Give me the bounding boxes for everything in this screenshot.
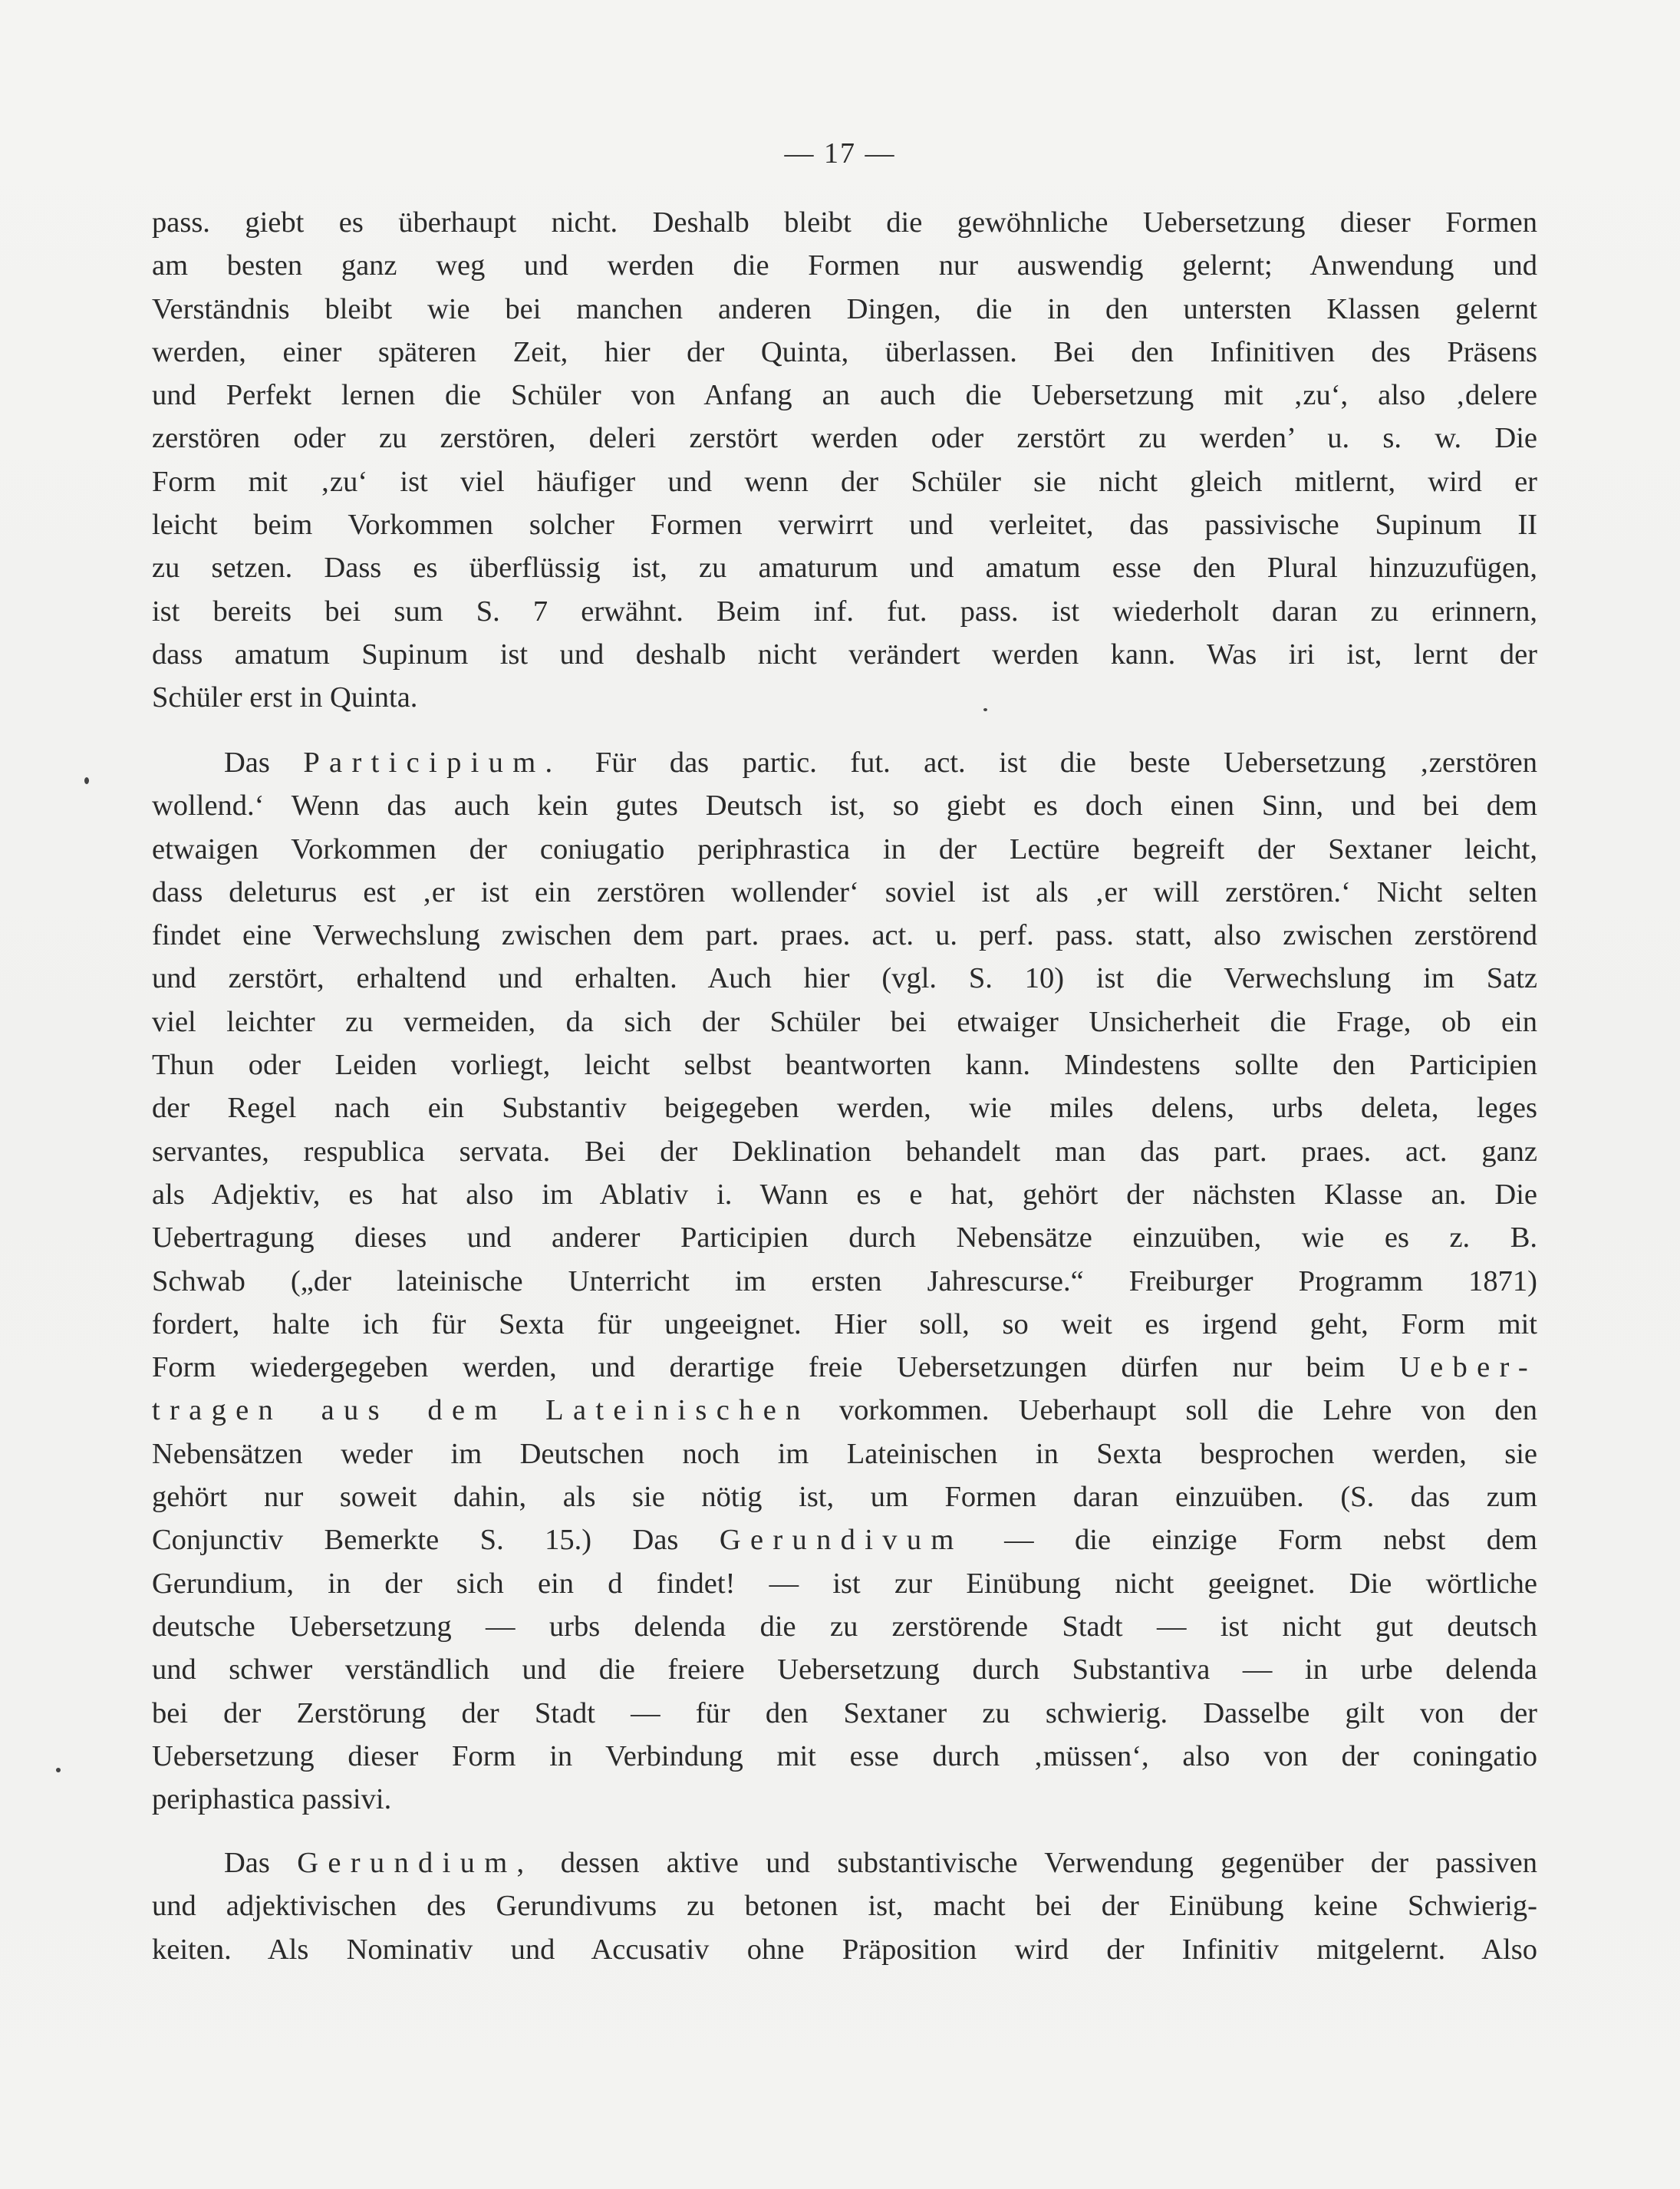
- text-line: Schwab („der lateinische Unterricht im ersten Jahrescurse.“ Freiburger Programm 1871): [152, 1264, 1537, 1297]
- text-line: bei der Zerstörung der Stadt — für den Sextaner zu schwierig. Dasselbe gilt von der: [152, 1696, 1537, 1729]
- text-line: etwaigen Vorkommen der coniugatio periphrastica in der Lectüre begreift der Sextaner leicht,: [152, 832, 1537, 865]
- gerundivum-rest: — die einzige Form nebst dem: [963, 1524, 1537, 1557]
- text-line: und schwer verständlich und die freiere Uebersetzung durch Substantiva — in urbe delenda: [152, 1653, 1537, 1686]
- scan-speck: [983, 708, 987, 711]
- text-line: Thun oder Leiden vorliegt, leicht selbst beantworten kann. Mindestens sollte den Participien: [152, 1049, 1537, 1082]
- ueber-prefix: Form wiedergegeben werden, und derartige freie Uebersetzungen dürfen nur beim: [152, 1351, 1399, 1384]
- spaced-term: Gerundivum: [719, 1524, 964, 1557]
- text-line: ist bereits bei sum S. 7 erwähnt. Beim inf. fut. pass. ist wiederholt daran zu erinnern,: [152, 595, 1537, 628]
- paragraph-2: [152, 741, 1537, 1821]
- text-line: wollend.‘ Wenn das auch kein gutes Deutsch ist, so giebt es doch einen Sinn, und bei dem: [152, 790, 1537, 823]
- text-line: servantes, respublica servata. Bei der Deklination behandelt man das part. praes. act. ganz: [152, 1135, 1537, 1168]
- text-line: als Adjektiv, es hat also im Ablativ i. Wann es e hat, gehört der nächsten Klasse an. Die: [152, 1178, 1537, 1211]
- spaced-term: tragen aus dem Lateinischen: [152, 1394, 810, 1427]
- lead-prefix: Das: [224, 747, 304, 779]
- scan-speck: [56, 1768, 61, 1772]
- lead-rest: Für das partic. fut. act. ist die beste Uebersetzung ‚zerstören: [562, 747, 1537, 779]
- text-line: Form mit ‚zu‘ ist viel häufiger und wenn der Schüler sie nicht gleich mitlernt, wird er: [152, 465, 1537, 498]
- text-line-gerundivum: [152, 1518, 1537, 1561]
- paragraph-3: [152, 1841, 1537, 1971]
- page-number: — 17 —: [784, 137, 896, 170]
- text-line: periphastica passivi.: [152, 1783, 392, 1816]
- paragraph-1: [152, 201, 1537, 720]
- text-line-tragen: [152, 1389, 1537, 1432]
- text-line: Gerundium, in der sich ein d findet! — ist zur Einübung nicht geeignet. Die wörtliche: [152, 1567, 1537, 1600]
- scan-speck: [84, 777, 89, 784]
- text-line-lead: [152, 1841, 1537, 1884]
- text-line: gehört nur soweit dahin, als sie nötig ist, um Formen daran einzuüben. (S. das zum: [152, 1481, 1537, 1514]
- lead-rest: dessen aktive und substantivische Verwendung gegenüber der passiven: [533, 1847, 1538, 1879]
- text-line: und zerstört, erhaltend und erhalten. Auch hier (vgl. S. 10) ist die Verwechslung im Satz: [152, 962, 1537, 995]
- gerundivum-prefix: Conjunctiv Bemerkte S. 15.) Das: [152, 1524, 720, 1557]
- spaced-term: Gerundium,: [297, 1847, 534, 1879]
- text-line: zerstören oder zu zerstören, deleri zerstört werden oder zerstört zu werden’ u. s. w. Die: [152, 422, 1537, 455]
- text-line: Nebensätzen weder im Deutschen noch im Lateinischen in Sexta besprochen werden, sie: [152, 1437, 1537, 1470]
- text-line-lead: [152, 741, 1537, 784]
- text-line: leicht beim Vorkommen solcher Formen verwirrt und verleitet, das passivische Supinum II: [152, 509, 1537, 542]
- text-line: viel leichter zu vermeiden, da sich der Schüler bei etwaiger Unsicherheit die Frage, ob ein: [152, 1005, 1537, 1038]
- tragen-rest: vorkommen. Ueberhaupt soll die Lehre von den: [809, 1394, 1537, 1427]
- text-line: werden, einer späteren Zeit, hier der Quinta, überlassen. Bei den Infinitiven des Präsens: [152, 335, 1537, 368]
- text-line: und Perfekt lernen die Schüler von Anfang an auch die Uebersetzung mit ‚zu‘, also ‚delere: [152, 379, 1537, 412]
- text-line: zu setzen. Dass es überflüssig ist, zu amaturum und amatum esse den Plural hinzuzufügen,: [152, 552, 1537, 585]
- lead-prefix: Das: [224, 1847, 298, 1879]
- text-line: fordert, halte ich für Sexta für ungeeignet. Hier soll, so weit es irgend geht, Form mit: [152, 1307, 1537, 1340]
- text-line: pass. giebt es überhaupt nicht. Deshalb bleibt die gewöhnliche Uebersetzung dieser Formen: [152, 206, 1537, 239]
- text-line: dass deleturus est ‚er ist ein zerstören wollender‘ soviel ist als ‚er will zerstören.‘ Nicht selten: [152, 875, 1537, 908]
- text-line: findet eine Verwechslung zwischen dem part. praes. act. u. perf. pass. statt, also zwischen zerstörend: [152, 919, 1537, 952]
- text-line: und adjektivischen des Gerundivums zu betonen ist, macht bei der Einübung keine Schwierig-: [152, 1890, 1537, 1923]
- text-line: Schüler erst in Quinta.: [152, 681, 418, 714]
- text-line: deutsche Uebersetzung — urbs delenda die zu zerstörende Stadt — ist nicht gut deutsch: [152, 1610, 1537, 1643]
- text-line: keiten. Als Nominativ und Accusativ ohne Präposition wird der Infinitiv mitgelernt. Also: [152, 1933, 1537, 1966]
- text-line: der Regel nach ein Substantiv beigegeben werden, wie miles delens, urbs deleta, leges: [152, 1092, 1537, 1125]
- text-line: Uebertragung dieses und anderer Participien durch Nebensätze einzuüben, wie es z. B.: [152, 1221, 1537, 1254]
- text-line-ueber: [152, 1346, 1537, 1389]
- text-line: dass amatum Supinum ist und deshalb nicht verändert werden kann. Was iri ist, lernt der: [152, 638, 1537, 671]
- spaced-term: Ueber-: [1398, 1351, 1537, 1384]
- text-line: am besten ganz weg und werden die Formen nur auswendig gelernt; Anwendung und: [152, 249, 1537, 282]
- spaced-term: Participium.: [303, 747, 562, 779]
- text-line: Verständnis bleibt wie bei manchen anderen Dingen, die in den untersten Klassen gelernt: [152, 292, 1537, 325]
- text-line: Uebersetzung dieser Form in Verbindung mit esse durch ‚müssen‘, also von der coningatio: [152, 1739, 1537, 1772]
